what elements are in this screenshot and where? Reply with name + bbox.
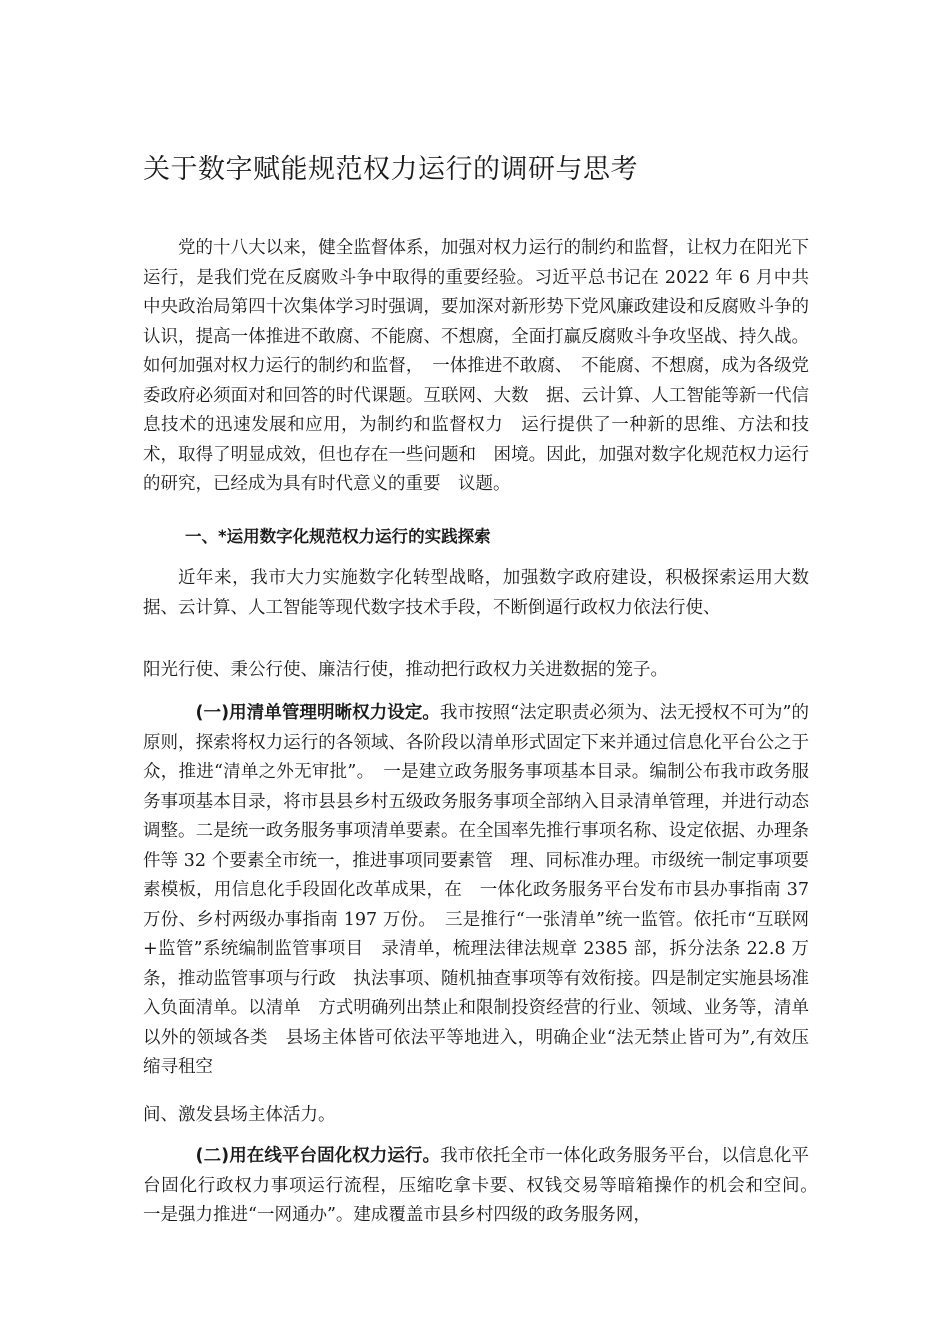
subsection-1-paragraph [143, 699, 809, 1083]
subsection-1-paragraph-continued: 间、激发县场主体活力。 [143, 1105, 336, 1125]
subsection-2-heading: (二)用在线平台固化权力运行。 [195, 1146, 441, 1166]
section-heading-1: 一、*运用数字化规范权力运行的实践探索 [185, 527, 491, 546]
subsection-2-paragraph [143, 1142, 827, 1231]
subsection-2-text: 我市依托全市一体化政务服务平台，以信息化平台固化行政权力事项运行流程，压缩吃拿卡要、权钱交易等暗箱操作的机会和空间。 一是强力推进“一网通办”。建成覆盖市县乡村四级的政务服务网， [143, 1146, 827, 1225]
subsection-1-heading: (一)用清单管理明晰权力设定。 [195, 703, 440, 723]
subsection-1-text: 我市按照“法定职责必须为、法无授权不可为”的原则，探索将权力运行的各领域、各阶段以清单形式固定下来并通过信息化平台公之于众，推进“清单之外无审批”。 一是建立政务服务事项基本目录。编制公布我市政务服务事项基本目录，将市县县乡村五级政务服务事项全部纳入目录清单管理，并进行动态调整。二是统一政务服务事项清单要素。在全国率先推行事项名称、设定依据、办理条件等 32 个要素全市统一，推进事项同要素管 理、同标准办理。市级统一制定事项要素模板，用信息化手段固化改革成果，在 一体化政务服务平台发布市县办事指南 37 万份、乡村两级办事指南 197 万份。 三是推行“一张清单”统一监管。依托市“互联网+监管”系统编制监管事项目 录清单，梳理法律法规章 2385 部，拆分法条 22.8 万条，推动监管事项与行政 执法事项、随机抽查事项等有效衔接。四是制定实施县场准入负面清单。以清单 方式明确列出禁止和限制投资经营的行业、领域、业务等，清单以外的领域各类 县场主体皆可依法平等地进入，明确企业“法无禁止皆可为”,有效压缩寻租空 [143, 703, 809, 1077]
intro-paragraph: 党的十八大以来，健全监督体系，加强对权力运行的制约和监督，让权力在阳光下运行，是我们党在反腐败斗争中取得的重要经验。习近平总书记在 2022 年 6 月中共中央政治局第四十次集体学习时强调，要加深对新形势下党风廉政建设和反腐败斗争的认识，提高一体推进不敢腐、不能腐、不想腐，全面打赢反腐败斗争攻坚战、持久战。如何加强对权力运行的制约和监督， 一体推进不敢腐、 不能腐、不想腐，成为各级党委政府必须面对和回答的时代课题。互联网、大数 据、云计算、人工智能等新一代信息技术的迅速发展和应用，为制约和监督权力 运行提供了一种新的思维、方法和技术，取得了明显成效，但也存在一些问题和 困境。因此，加强对数字化规范权力运行的研究，已经成为具有时代意义的重要 议题。 [143, 238, 809, 494]
section1-paragraph-1: 近年来，我市大力实施数字化转型战略，加强数字政府建设，积极探索运用大数据、云计算、人工智能等现代数字技术手段，不断倒逼行政权力依法行使、 [143, 568, 809, 618]
document-title: 关于数字赋能规范权力运行的调研与思考 [143, 154, 638, 185]
section1-paragraph-1-continued: 阳光行使、秉公行使、廉洁行使，推动把行政权力关进数据的笼子。 [143, 660, 668, 680]
